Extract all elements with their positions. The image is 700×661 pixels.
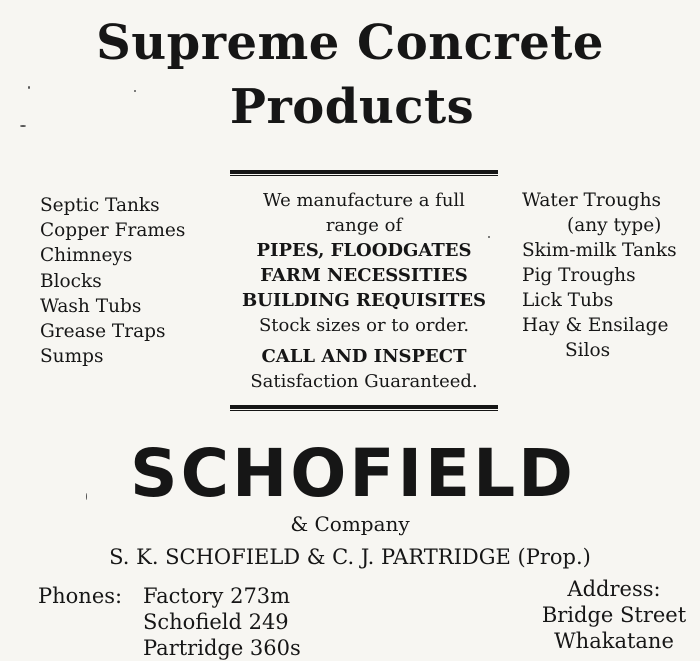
left-list-item: Copper Frames <box>40 220 186 242</box>
left-product-list <box>40 193 185 369</box>
phone-entry: Schofield 249 <box>143 610 289 634</box>
center-guarantee-line: Satisfaction Guaranteed. <box>250 371 478 392</box>
right-list-item: Skim-milk Tanks <box>522 240 677 261</box>
center-call-line: CALL AND INSPECT <box>261 346 467 367</box>
address-label: Address: <box>567 577 661 601</box>
left-list-item: Chimneys <box>40 245 133 267</box>
center-offer-block <box>228 188 500 394</box>
print-speck <box>20 125 26 127</box>
left-list-item: Wash Tubs <box>40 295 142 317</box>
left-list-item: Blocks <box>40 270 102 292</box>
center-product-line: FARM NECESSITIES <box>260 265 468 286</box>
center-intro-line: We manufacture a full <box>263 190 465 211</box>
center-intro-line: range of <box>325 215 403 236</box>
right-list-item: (any type) <box>567 215 662 236</box>
company-name: SCHOFIELD <box>130 435 576 512</box>
left-list-item: Grease Traps <box>40 321 166 343</box>
left-list-item: Sumps <box>40 346 104 368</box>
print-speck <box>134 90 136 92</box>
right-list-item: Silos <box>565 340 611 361</box>
print-speck <box>488 236 490 238</box>
right-list-item: Lick Tubs <box>522 290 614 311</box>
bottom-rule-thin <box>230 410 498 411</box>
bottom-rule-thick <box>230 405 498 409</box>
top-rule-thin <box>230 175 498 176</box>
phones-list <box>143 583 301 661</box>
left-list-item: Septic Tanks <box>40 195 160 216</box>
center-product-line: BUILDING REQUISITES <box>241 290 487 311</box>
right-product-list <box>522 188 700 363</box>
print-speck <box>28 86 30 89</box>
phone-entry: Factory 273m <box>143 584 291 608</box>
headline-line-2: Products <box>229 79 475 135</box>
phone-entry: Partridge 360s <box>143 636 301 660</box>
right-list-item: Water Troughs <box>522 190 662 211</box>
right-list-item: Pig Troughs <box>522 265 636 286</box>
proprietors-line: S. K. SCHOFIELD & C. J. PARTRIDGE (Prop.) <box>109 545 591 569</box>
headline-line-1: Supreme Concrete <box>96 15 604 71</box>
address-line: Bridge Street <box>541 603 687 627</box>
right-list-item: Hay & Ensilage <box>522 315 669 336</box>
company-suffix: & Company <box>290 512 410 536</box>
print-speck <box>86 493 87 500</box>
top-rule-thick <box>230 170 498 174</box>
address-line: Whakatane <box>554 629 674 653</box>
center-stock-line: Stock sizes or to order. <box>258 315 470 336</box>
center-product-line: PIPES, FLOODGATES <box>256 240 472 261</box>
address-block <box>528 576 700 654</box>
phones-label: Phones: <box>38 584 123 608</box>
